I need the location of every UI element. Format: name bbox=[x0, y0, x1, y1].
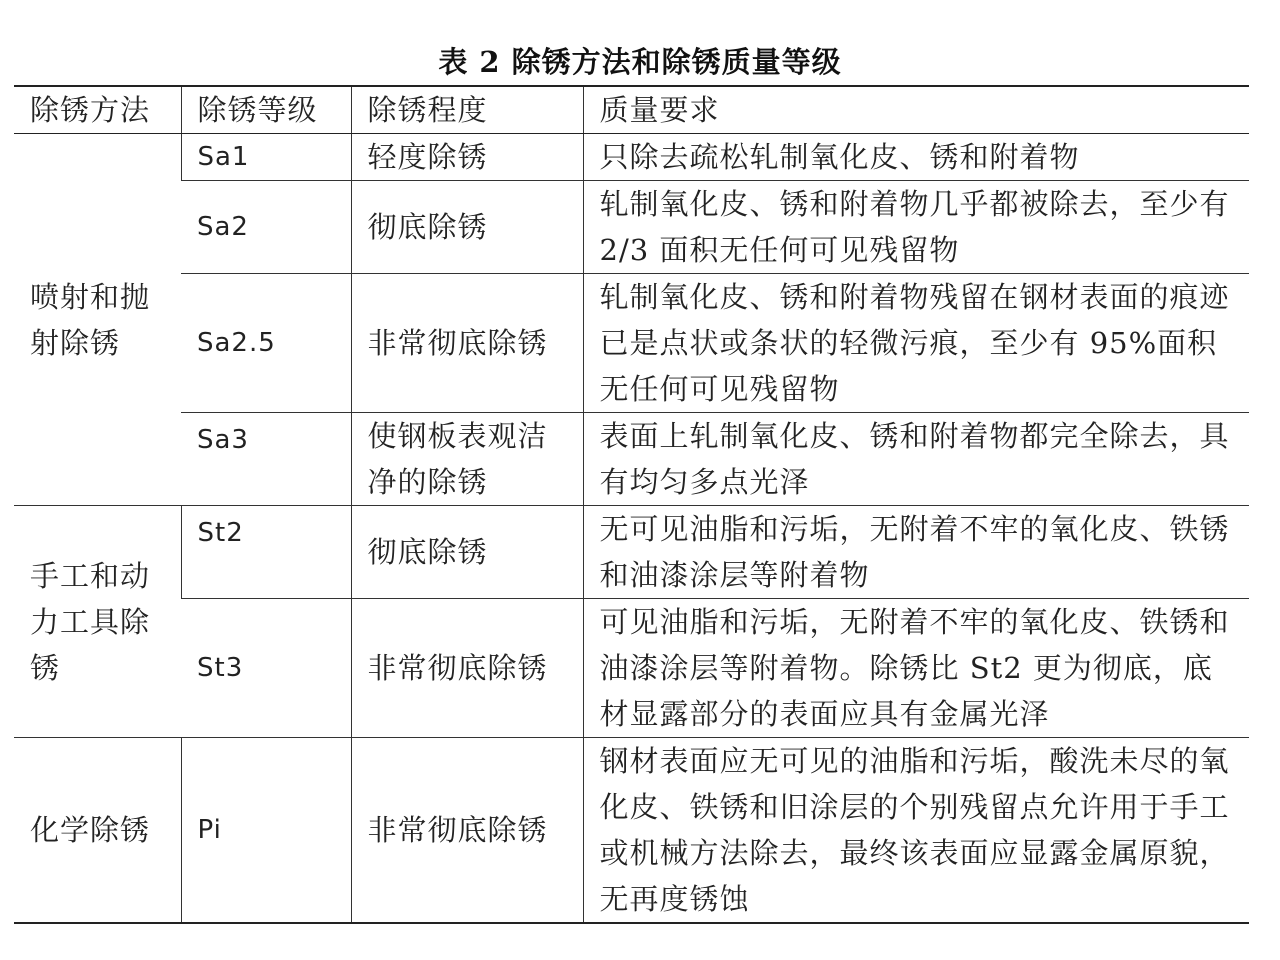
degree-cell: 彻底除锈 bbox=[351, 506, 583, 599]
method-cell: 化学除锈 bbox=[14, 738, 181, 924]
requirement-cell: 无可见油脂和污垢，无附着不牢的氧化皮、铁锈和油漆涂层等附着物 bbox=[583, 506, 1249, 599]
table-row bbox=[14, 506, 1249, 599]
degree-cell: 使钢板表观洁净的除锈 bbox=[351, 413, 583, 506]
table-row bbox=[14, 181, 1249, 274]
table-row bbox=[14, 413, 1249, 506]
grade-cell: Sa2 bbox=[181, 181, 351, 274]
table-row bbox=[14, 134, 1249, 181]
grade-cell: St2 bbox=[181, 506, 351, 599]
grade-cell: Sa1 bbox=[181, 134, 351, 181]
requirement-cell: 轧制氧化皮、锈和附着物残留在钢材表面的痕迹已是点状或条状的轻微污痕，至少有 95%面积无任何可见残留物 bbox=[583, 274, 1249, 413]
requirement-cell: 轧制氧化皮、锈和附着物几乎都被除去，至少有2/3 面积无任何可见残留物 bbox=[583, 181, 1249, 274]
rust-removal-table bbox=[14, 85, 1249, 924]
degree-cell: 非常彻底除锈 bbox=[351, 274, 583, 413]
table-row bbox=[14, 738, 1249, 924]
header-grade: 除锈等级 bbox=[181, 86, 351, 134]
header-requirement: 质量要求 bbox=[583, 86, 1249, 134]
grade-cell: Sa3 bbox=[181, 413, 351, 506]
requirement-cell: 可见油脂和污垢，无附着不牢的氧化皮、铁锈和油漆涂层等附着物。除锈比 St2 更为彻底，底材显露部分的表面应具有金属光泽 bbox=[583, 599, 1249, 738]
grade-cell: St3 bbox=[181, 599, 351, 738]
header-row bbox=[14, 86, 1249, 134]
table-row bbox=[14, 274, 1249, 413]
requirement-cell: 钢材表面应无可见的油脂和污垢，酸洗未尽的氧化皮、铁锈和旧涂层的个别残留点允许用于手工或机械方法除去，最终该表面应显露金属原貌，无再度锈蚀 bbox=[583, 738, 1249, 924]
degree-cell: 非常彻底除锈 bbox=[351, 599, 583, 738]
requirement-cell: 只除去疏松轧制氧化皮、锈和附着物 bbox=[583, 134, 1249, 181]
method-cell: 手工和动力工具除锈 bbox=[14, 506, 181, 738]
requirement-cell: 表面上轧制氧化皮、锈和附着物都完全除去，具有均匀多点光泽 bbox=[583, 413, 1249, 506]
grade-cell: Sa2.5 bbox=[181, 274, 351, 413]
table-title: 表 2 除锈方法和除锈质量等级 bbox=[438, 45, 842, 79]
header-method: 除锈方法 bbox=[14, 86, 181, 134]
degree-cell: 非常彻底除锈 bbox=[351, 738, 583, 924]
table-row bbox=[14, 599, 1249, 738]
degree-cell: 彻底除锈 bbox=[351, 181, 583, 274]
degree-cell: 轻度除锈 bbox=[351, 134, 583, 181]
grade-cell: Pi bbox=[181, 738, 351, 924]
header-degree: 除锈程度 bbox=[351, 86, 583, 134]
method-cell: 喷射和抛射除锈 bbox=[14, 134, 181, 506]
